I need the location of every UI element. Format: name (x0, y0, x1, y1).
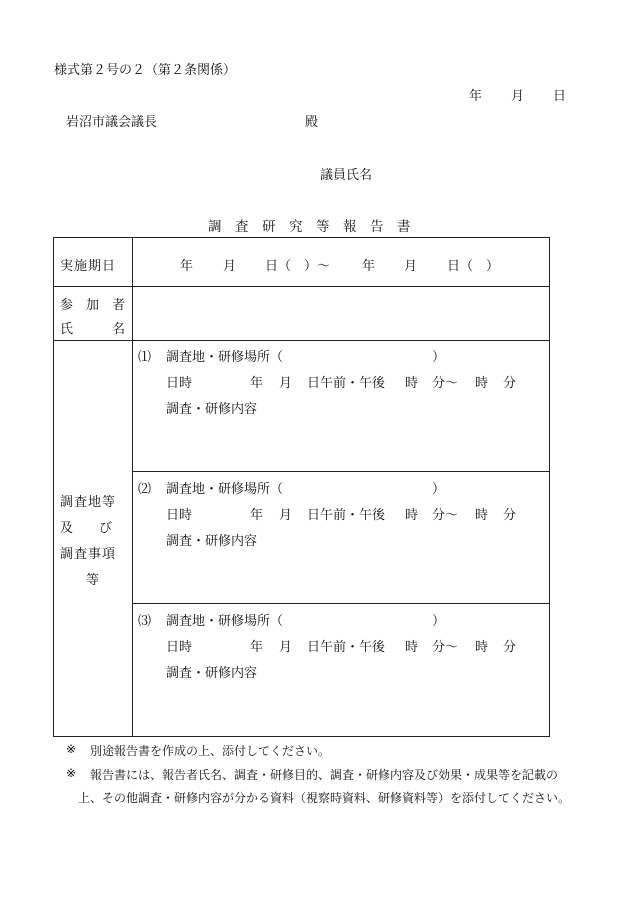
period-month1: 月 (223, 259, 237, 274)
honorific: 殿 (305, 115, 319, 130)
table-left-border (53, 237, 54, 737)
date-year: 年 (469, 89, 483, 104)
entry-divider-2 (132, 603, 550, 604)
participants-label-line2: 氏 名 (60, 322, 126, 337)
place-close: ） (432, 482, 446, 497)
dt-month: 月 (279, 376, 293, 391)
date-day: 日 (553, 89, 567, 104)
period-month2: 月 (404, 259, 418, 274)
period-day2: 日（ ） (447, 259, 500, 274)
table-top-border (53, 237, 550, 238)
details-label-line4: 等 (86, 573, 100, 588)
table-bottom-border (53, 736, 550, 737)
row-divider-1 (53, 286, 550, 287)
entry-divider-1 (132, 471, 550, 472)
place-label: 調査地・研修場所（ (166, 614, 284, 629)
dt-minute: 分 (503, 640, 517, 655)
note-1-mark: ※ (66, 742, 77, 756)
table-right-border (549, 237, 550, 737)
document-title: 調 査 研 究 等 報 告 書 (208, 219, 411, 235)
dt-day-ampm: 日午前・午後 (307, 640, 386, 655)
place-label: 調査地・研修場所（ (166, 350, 284, 365)
datetime-label: 日時 (166, 640, 193, 655)
dt-year: 年 (250, 508, 264, 523)
dt-hour2: 時 (475, 376, 489, 391)
participants-label-line1: 参 加 者 (60, 298, 126, 313)
dt-year: 年 (250, 376, 264, 391)
dt-minute: 分 (503, 508, 517, 523)
dt-hour: 時 (405, 640, 419, 655)
dt-month: 月 (279, 640, 293, 655)
place-label: 調査地・研修場所（ (166, 482, 284, 497)
dt-hour2: 時 (475, 640, 489, 655)
entry-number: ⑶ (138, 614, 152, 629)
note-2-text: 報告書には、報告者氏名、調査・研修目的、調査・研修内容及び効果・成果等を記載の (90, 768, 559, 782)
period-year2: 年 (362, 259, 376, 274)
dt-minute: 分 (503, 376, 517, 391)
datetime-label: 日時 (166, 508, 193, 523)
content-label: 調査・研修内容 (166, 534, 258, 549)
row-divider-2 (53, 340, 550, 341)
entry-number: ⑵ (138, 482, 152, 497)
place-close: ） (432, 350, 446, 365)
content-label: 調査・研修内容 (166, 666, 258, 681)
table-label-divider (132, 237, 133, 737)
date-month: 月 (511, 89, 525, 104)
dt-minute-from: 分～ (432, 640, 459, 655)
dt-hour: 時 (405, 376, 419, 391)
dt-day-ampm: 日午前・午後 (307, 508, 386, 523)
dt-hour2: 時 (475, 508, 489, 523)
details-label-line2: 及 び (60, 521, 113, 536)
period-label: 実施期日 (60, 259, 117, 274)
details-label-line3: 調査事項 (60, 547, 117, 562)
datetime-label: 日時 (166, 376, 193, 391)
place-close: ） (432, 614, 446, 629)
note-2-mark: ※ (66, 766, 77, 780)
details-label-line1: 調査地等 (60, 495, 117, 510)
form-number: 様式第２号の２（第２条関係） (54, 63, 237, 78)
dt-month: 月 (279, 508, 293, 523)
period-year1: 年 (180, 259, 194, 274)
content-label: 調査・研修内容 (166, 402, 258, 417)
dt-minute-from: 分～ (432, 508, 459, 523)
member-name-label: 議員氏名 (320, 168, 373, 183)
addressee: 岩沼市議会議長 (66, 115, 158, 130)
dt-hour: 時 (405, 508, 419, 523)
dt-minute-from: 分～ (432, 376, 459, 391)
entry-number: ⑴ (138, 350, 152, 365)
period-day1: 日（ ）～ (265, 259, 331, 274)
note-2-text-cont: 上、その他調査・研修内容が分かる資料（視察時資料、研修資料等）を添付してください。 (78, 791, 571, 805)
dt-year: 年 (250, 640, 264, 655)
note-1-text: 別途報告書を作成の上、添付してください。 (90, 744, 331, 758)
dt-day-ampm: 日午前・午後 (307, 376, 386, 391)
